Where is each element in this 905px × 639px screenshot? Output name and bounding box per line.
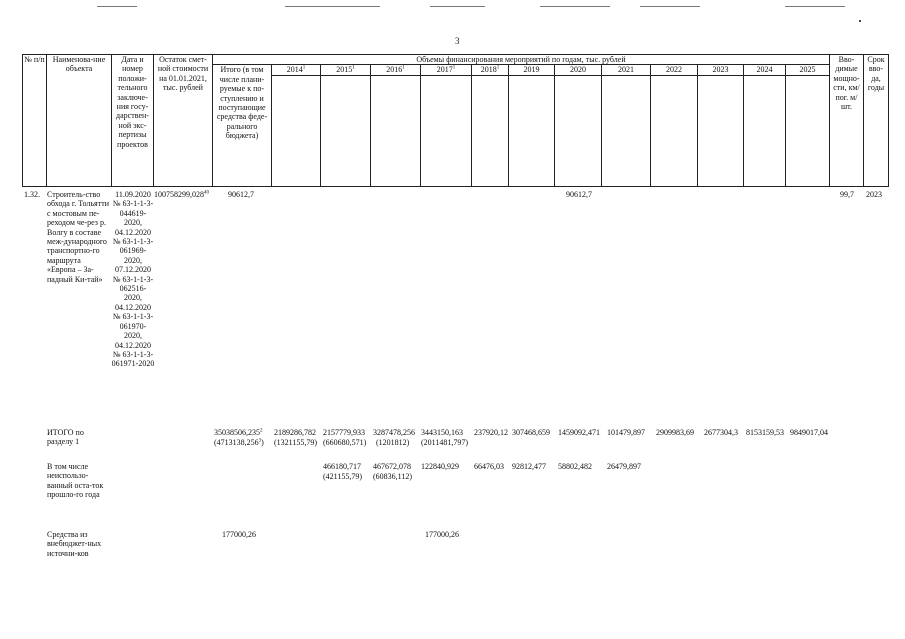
year-2014: 2014$^1$ xyxy=(272,65,321,75)
page-number: 3 xyxy=(455,36,460,46)
header-date: Дата и номер положи-тельного заключе-ния госу-дарствен-ной экс-пертизы проектов xyxy=(112,55,154,187)
itogo-2023: 2677304,3 xyxy=(704,428,738,437)
unused-2021: 26479,897 xyxy=(607,462,641,471)
year-2016: 2016$^1$ xyxy=(371,65,421,75)
header-name: Наименова-ние объекта xyxy=(47,55,112,187)
itogo-2024: 8153159,53 xyxy=(746,428,784,437)
year-2020: 2020 xyxy=(555,65,602,75)
itogo-2022: 2909983,69 xyxy=(656,428,694,437)
itogo-2025: 9849017,04 xyxy=(790,428,828,437)
itogo-2017: 3443150,163 xyxy=(421,428,463,437)
header-capacity: Вво-димые мощно-сти, км/пог. м/шт. xyxy=(830,55,864,187)
scan-speck xyxy=(859,20,861,22)
scan-artifact-line xyxy=(540,6,610,7)
scan-artifact-line xyxy=(285,6,380,7)
row-132-date: 11.09.2020 № 63-1-1-3-044619-2020, 04.12.2020 № 63-1-1-3-061969-2020, 07.12.2020 № 63-1-1-3-062516-2020, 04.12.2020 № 63-1-1-3-061970-2020, 04.12.2020 № 63-1-1-3-061971-2020 xyxy=(111,190,155,369)
unused-2019: 92812,477 xyxy=(512,462,546,471)
extrabudget-label: Средства из внебюджет-ных источни-ков xyxy=(47,530,102,558)
itogo-2015: 2157779,933 xyxy=(323,428,365,437)
itogo-label: ИТОГО по разделу 1 xyxy=(47,428,84,447)
year-2015: 2015$^1$ xyxy=(321,65,371,75)
row-132-capacity: 99,7 xyxy=(840,190,854,199)
year-2023: 2023 xyxy=(698,65,744,75)
unused-2016-paren: (60836,112) xyxy=(373,472,413,481)
unused-2018: 66476,03 xyxy=(474,462,504,471)
header-balance: Остаток смет-ной стоимости на 01.01.2021, тыс. рублей xyxy=(154,55,213,187)
year-2021: 2021 xyxy=(602,65,651,75)
unused-2020: 58802,482 xyxy=(558,462,592,471)
row-132-name: Строитель-ство обхода г. Тольятти с мостовым пе-реходом че-рез р. Волгу в составе меж-дународного транспортно-го маршрута «Европа – За-падный Ки-тай» xyxy=(47,190,110,284)
extrabudget-total: 177000,26 xyxy=(222,530,256,539)
itogo-2014: 2189286,782 xyxy=(274,428,316,437)
itogo-total: 35038506,235$^2$ xyxy=(214,428,263,437)
scan-artifact-line xyxy=(430,6,485,7)
year-2025: 2025 xyxy=(786,65,830,75)
itogo-2019: 307468,659 xyxy=(512,428,550,437)
scan-artifact-line xyxy=(97,6,137,7)
itogo-total-paren: (4713138,256$^3$) xyxy=(214,438,264,447)
extrabudget-2017: 177000,26 xyxy=(425,530,459,539)
header-funding: Объемы финансирования мероприятий по годам, тыс. рублей xyxy=(213,55,830,65)
year-2024: 2024 xyxy=(744,65,786,75)
row-132-total: 90612,7 xyxy=(228,190,254,199)
row-132-2020: 90612,7 xyxy=(566,190,592,199)
year-2018: 2018$^1$ xyxy=(472,65,509,75)
unused-2016: 467672,078 xyxy=(373,462,411,471)
funding-table xyxy=(22,54,889,187)
unused-2015: 466180,717 xyxy=(323,462,361,471)
itogo-2015-paren: (660680,571) xyxy=(323,438,367,447)
row-132-term: 2023 xyxy=(866,190,882,199)
scan-artifact-line xyxy=(640,6,700,7)
row-132-num: 1.32. xyxy=(24,190,40,199)
itogo-2016: 3287478,256 xyxy=(373,428,415,437)
itogo-2018: 237920,12 xyxy=(474,428,508,437)
year-2019: 2019 xyxy=(509,65,555,75)
itogo-2017-paren: (2011481,797) xyxy=(421,438,469,447)
header-num: № п/п xyxy=(23,55,47,187)
header-total: Итого (в том числе плани-руемые к по-ступлению и поступающие средства феде-рального бюджета) xyxy=(213,65,272,186)
itogo-2016-paren: (1201812) xyxy=(376,438,410,447)
header-term: Срок вво-да, годы xyxy=(864,55,889,187)
itogo-2020: 1459092,471 xyxy=(558,428,600,437)
unused-2017: 122840,929 xyxy=(421,462,459,471)
unused-2015-paren: (421155,79) xyxy=(323,472,363,481)
year-2022: 2022 xyxy=(651,65,698,75)
row-132-balance: 100758299,028$^{40}$ xyxy=(154,190,209,199)
year-2017: 2017$^1$ xyxy=(421,65,472,75)
scan-artifact-line xyxy=(785,6,845,7)
itogo-2014-paren: (1321155,79) xyxy=(274,438,318,447)
unused-label: В том числе неиспользо-ванный оста-ток прошло-го года xyxy=(47,462,104,500)
itogo-2021: 101479,897 xyxy=(607,428,645,437)
